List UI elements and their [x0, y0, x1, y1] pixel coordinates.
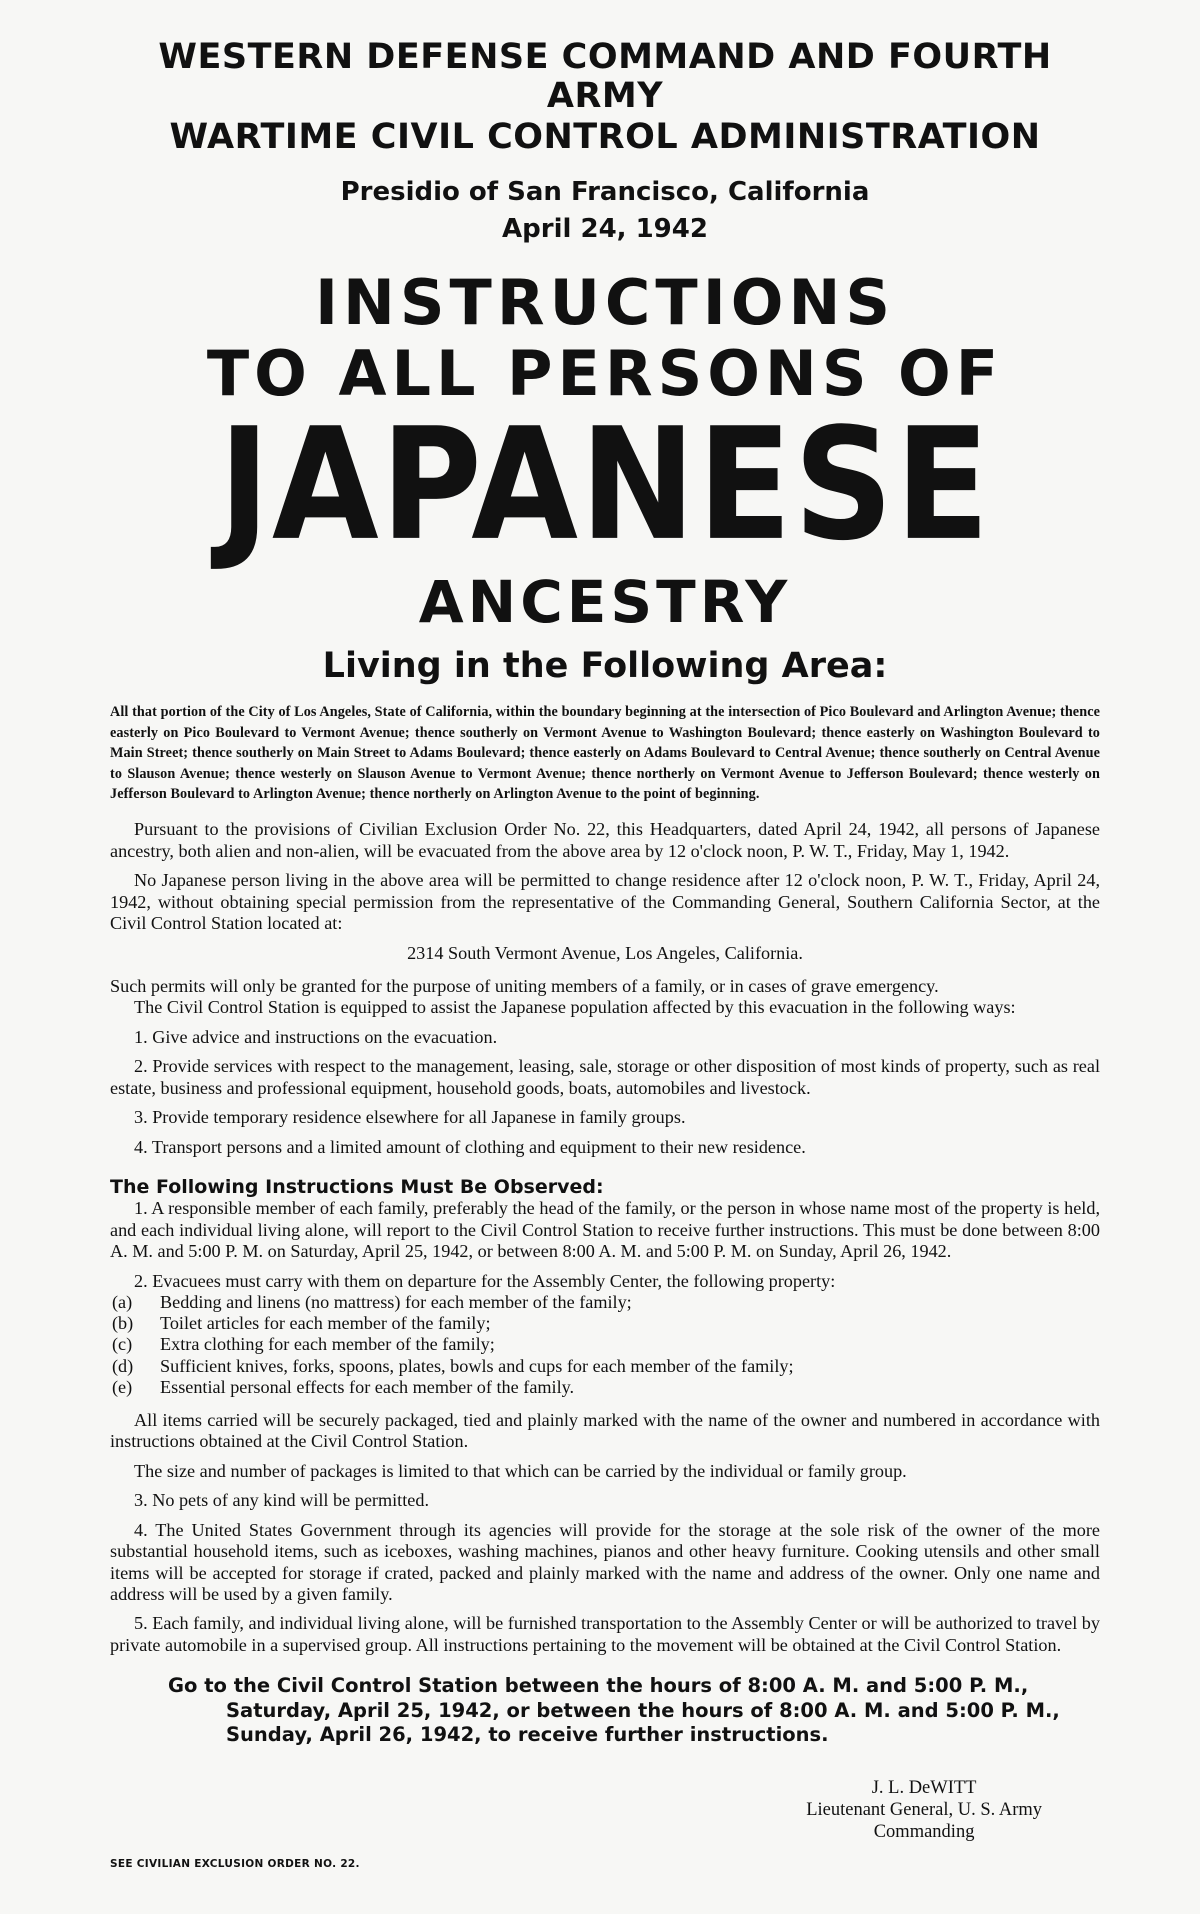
instruction-item-4: 4. The United States Government through its agencies will provide for the storage at the sole risk of the owner of the more substantial household items, such as iceboxes, washing machines, pianos and other heavy furniture. Cooking utensils and other small items will be accepted for storage if crated, packed and plainly marked with the name and address of the owner. Only one name and address will be used by a given family. [110, 1519, 1100, 1604]
instructions-heading: The Following Instructions Must Be Observed: [110, 1176, 604, 1199]
intro-paragraph-3: Such permits will only be granted for the purpose of uniting members of a family, or in cases of grave emergency. [110, 976, 939, 997]
list-item [110, 1356, 1100, 1377]
property-list [110, 1292, 1100, 1398]
instruction-item-3: 3. No pets of any kind will be permitted. [134, 1490, 429, 1511]
instruction-item-1: 1. A responsible member of each family, preferably the head of the family, or the person in whose name most of the property is held, and each individual living alone, will report to the Civil Control Station to receive further instructions. This must be done between 8:00 A. M. and 5:00 P. M. on Saturday, April 25, 1942, or between 8:00 A. M. and 5:00 P. M. on Sunday, April 26, 1942. [110, 1198, 1100, 1262]
signature-rank: Lieutenant General, U. S. Army [806, 1799, 1042, 1820]
package-size-limit: The size and number of packages is limited to that which can be carried by the individual or family group. [134, 1460, 907, 1481]
signature-block [806, 1778, 1042, 1843]
list-item-label: (d) [112, 1355, 134, 1376]
intro-paragraph-1: Pursuant to the provisions of Civilian Exclusion Order No. 22, this Headquarters, dated April 24, 1942, all persons of Japanese ancestry, both alien and non-alien, will be evacuated from the above area by 12 o'clock noon, P. W. T., Friday, May 1, 1942. [110, 819, 1100, 861]
title-ancestry: ANCESTRY [418, 567, 792, 636]
civil-control-station-address: 2314 South Vermont Avenue, Los Angeles, California. [407, 942, 803, 963]
list-item-text: Sufficient knives, forks, spoons, plates, bowls and cups for each member of the family; [160, 1355, 794, 1376]
list-item-text: Toilet articles for each member of the family; [160, 1313, 491, 1334]
final-notice-line-3: Sunday, April 26, 1942, to receive further instructions. [226, 1723, 829, 1747]
area-description: All that portion of the City of Los Angeles, State of California, within the boundary beginning at the intersection of Pico Boulevard and Arlington Avenue; thence easterly on Pico Boulevard to Vermont Avenue; thence southerly on Vermont Avenue to Washington Boulevard; thence easterly on Washington Boulevard to Main Street; thence southerly on Main Street to Adams Boulevard; thence easterly on Adams Boulevard to Central Avenue; thence southerly on Central Avenue to Slauson Avenue; thence westerly on Slauson Avenue to Vermont Avenue; thence northerly on Vermont Avenue to Jefferson Boulevard; thence westerly on Jefferson Boulevard to Arlington Avenue; thence northerly on Arlington Avenue to the point of beginning. [110, 704, 1100, 803]
list-item [110, 1377, 1100, 1398]
final-notice [110, 1674, 1100, 1747]
service-item-3: 3. Provide temporary residence elsewhere for all Japanese in family groups. [134, 1107, 686, 1128]
header-administration: WARTIME CIVIL CONTROL ADMINISTRATION [169, 117, 1041, 158]
list-item-label: (a) [112, 1292, 133, 1313]
footnote-exclusion-order: SEE CIVILIAN EXCLUSION ORDER NO. 22. [110, 1858, 360, 1870]
final-notice-line-2: Saturday, April 25, 1942, or between the hours of 8:00 A. M. and 5:00 P. M., [226, 1698, 1060, 1722]
title-living-area: Living in the Following Area: [322, 645, 888, 686]
service-item-4: 4. Transport persons and a limited amount of clothing and equipment to their new residence. [134, 1136, 806, 1157]
list-item-text: Bedding and linens (no mattress) for each member of the family; [160, 1292, 632, 1313]
title-japanese: JAPANESE [218, 394, 992, 575]
title-instructions: INSTRUCTIONS [314, 265, 896, 339]
list-item-label: (e) [112, 1376, 133, 1397]
instruction-item-2: 2. Evacuees must carry with them on departure for the Assembly Center, the following property: [134, 1270, 836, 1291]
signature-name: J. L. DeWITT [871, 1778, 977, 1798]
header-location: Presidio of San Francisco, California [340, 176, 870, 207]
list-item [110, 1313, 1100, 1334]
intro-paragraph-4: The Civil Control Station is equipped to assist the Japanese population affected by this evacuation in the following ways: [134, 997, 1016, 1018]
list-item-text: Extra clothing for each member of the family; [160, 1334, 495, 1355]
list-item-text: Essential personal effects for each member of the family. [160, 1376, 575, 1397]
list-item-label: (c) [112, 1334, 133, 1355]
service-item-2: 2. Provide services with respect to the management, leasing, sale, storage or other disposition of most kinds of property, such as real estate, business and professional equipment, household goods, boats, automobiles and livestock. [110, 1056, 1100, 1098]
service-item-1: 1. Give advice and instructions on the evacuation. [134, 1026, 498, 1047]
list-item [110, 1334, 1100, 1355]
header-command: WESTERN DEFENSE COMMAND AND FOURTH ARMY [158, 37, 1052, 117]
packaging-instructions: All items carried will be securely packaged, tied and plainly marked with the name of the owner and numbered in accordance with instructions obtained at the Civil Control Station. [110, 1409, 1100, 1452]
list-item [110, 1292, 1100, 1313]
list-item-label: (b) [112, 1313, 134, 1334]
title-to-all-persons: TO ALL PERSONS OF [206, 336, 1004, 410]
signature-role: Commanding [873, 1821, 975, 1842]
header-date: April 24, 1942 [502, 213, 708, 244]
intro-paragraph-2: No Japanese person living in the above area will be permitted to change residence after 12 o'clock noon, P. W. T., Friday, April 24, 1942, without obtaining special permission from the representative of the Commanding General, Southern California Sector, at the Civil Control Station located at: [110, 870, 1100, 934]
instruction-item-5: 5. Each family, and individual living alone, will be furnished transportation to the Assembly Center or will be authorized to travel by private automobile in a supervised group. All instructions pertaining to the movement will be obtained at the Civil Control Station. [110, 1613, 1100, 1655]
final-notice-line-1: Go to the Civil Control Station between the hours of 8:00 A. M. and 5:00 P. M., [168, 1674, 1029, 1698]
